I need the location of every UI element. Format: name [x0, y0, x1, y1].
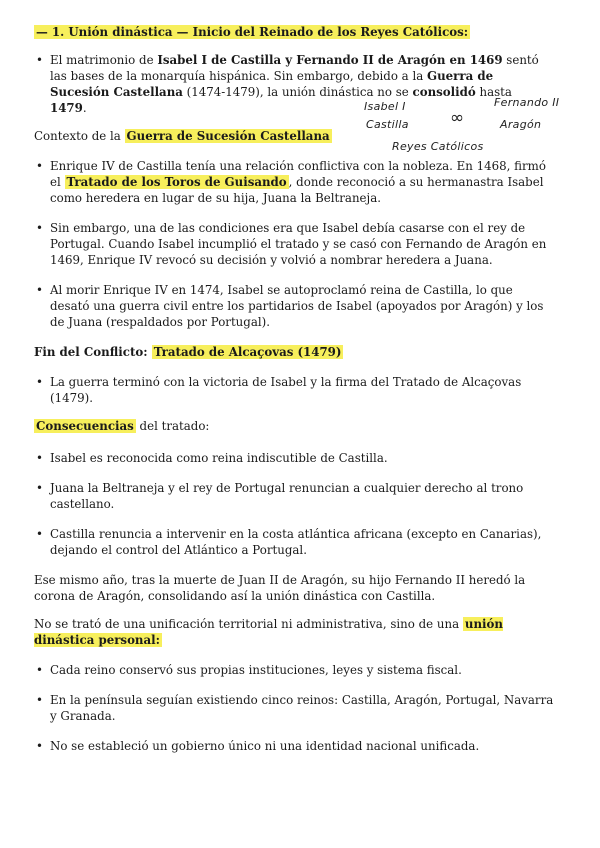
section-title [34, 24, 554, 40]
context-heading [34, 128, 554, 144]
context-item-1 [34, 158, 554, 206]
fernando-paragraph: Ese mismo año, tras la muerte de Juan II de Aragón, su hijo Fernando II heredó la corona de Aragón, consolidando así la unión dinástica con Castilla. [34, 573, 526, 603]
union-item-2: • En la península seguían existiendo cinco reinos: Castilla, Aragón, Portugal, Navarra y Granada. [34, 692, 554, 724]
union-paragraph [34, 616, 554, 648]
annotation-castilla: Castilla [366, 118, 409, 131]
union-item-1: • Cada reino conservó sus propias instituciones, leyes y sistema fiscal. [34, 662, 554, 678]
fin-label: Fin del Conflicto: [34, 345, 152, 359]
intro-bold-consolido: consolidó [412, 85, 476, 99]
consecuencias-highlight: Consecuencias [36, 419, 134, 433]
consecuencias-item-2: • Juana la Beltraneja y el rey de Portugal renuncian a cualquier derecho al trono castellano. [34, 480, 554, 512]
intro-text-5: . [82, 101, 87, 115]
union-text: No se trató de una unificación territorial ni administrativa, sino de una [34, 617, 463, 631]
intro-bold-1479: 1479 [50, 101, 83, 115]
context-highlight: Guerra de Sucesión Castellana [126, 129, 330, 143]
intro-bold-guerra: Guerra de Sucesión Castellana [50, 69, 494, 99]
consecuencias-item-1: • Isabel es reconocida como reina indiscutible de Castilla. [34, 450, 554, 466]
consecuencias-item-3: • Castilla renuncia a intervenir en la costa atlántica africana (excepto en Canarias), dejando el control del Atlántico a Portugal. [34, 526, 554, 558]
context-item-1-text-a: Enrique IV de Castilla tenía una relación conflictiva con la nobleza. En 1468, firmó el [50, 159, 546, 189]
annotation-isabel: Isabel I [364, 100, 406, 113]
intro-text-4: hasta [475, 85, 512, 99]
context-label: Contexto de la [34, 129, 125, 143]
fin-heading [34, 344, 554, 360]
union-item-3: • No se estableció un gobierno único ni una identidad nacional unificada. [34, 738, 554, 754]
context-item-1-text-c: , donde reconoció a su hermanastra Isabel como heredera en lugar de su hija, Juana la Beltraneja. [50, 175, 544, 205]
fin-highlight: Tratado de Alcaçovas (1479) [153, 345, 342, 359]
intro-text-1: El matrimonio de [50, 53, 158, 67]
annotation-fernando: Fernando II [494, 96, 560, 109]
intro-text-2: sentó las bases de la monarquía hispánica. Sin embargo, debido a la [50, 53, 539, 83]
union-highlight: unión dinástica personal: [34, 617, 503, 647]
annotation-reyes: Reyes Católicos [392, 140, 484, 153]
section-title-text: — 1. Unión dinástica — Inicio del Reinado de los Reyes Católicos: [36, 25, 469, 39]
consecuencias-heading [34, 418, 554, 434]
context-item-2: • Sin embargo, una de las condiciones era que Isabel debía casarse con el rey de Portugal. Cuando Isabel incumplió el tratado y se casó con Fernando de Aragón en 1469, Enrique IV revocó su decisión y volvió a nombrar heredera a Juana. [34, 220, 554, 268]
fin-item: • La guerra terminó con la victoria de Isabel y la firma del Tratado de Alcaçovas (1479). [34, 374, 554, 406]
annotation-aragon: Aragón [500, 118, 542, 131]
consecuencias-rest: del tratado: [135, 419, 210, 433]
intro-text-3: (1474-1479), la unión dinástica no se [182, 85, 413, 99]
annotation-union-symbol: ∞ [450, 108, 465, 128]
intro-item [34, 52, 549, 116]
context-item-1-highlight: Tratado de los Toros de Guisando [66, 175, 287, 189]
intro-bold-marriage: Isabel I de Castilla y Fernando II de Aragón en 1469 [157, 53, 503, 67]
context-item-3: • Al morir Enrique IV en 1474, Isabel se autoproclamó reina de Castilla, lo que desató una guerra civil entre los partidarios de Isabel (apoyados por Aragón) y los de Juana (respaldados por Portugal). [34, 282, 554, 330]
